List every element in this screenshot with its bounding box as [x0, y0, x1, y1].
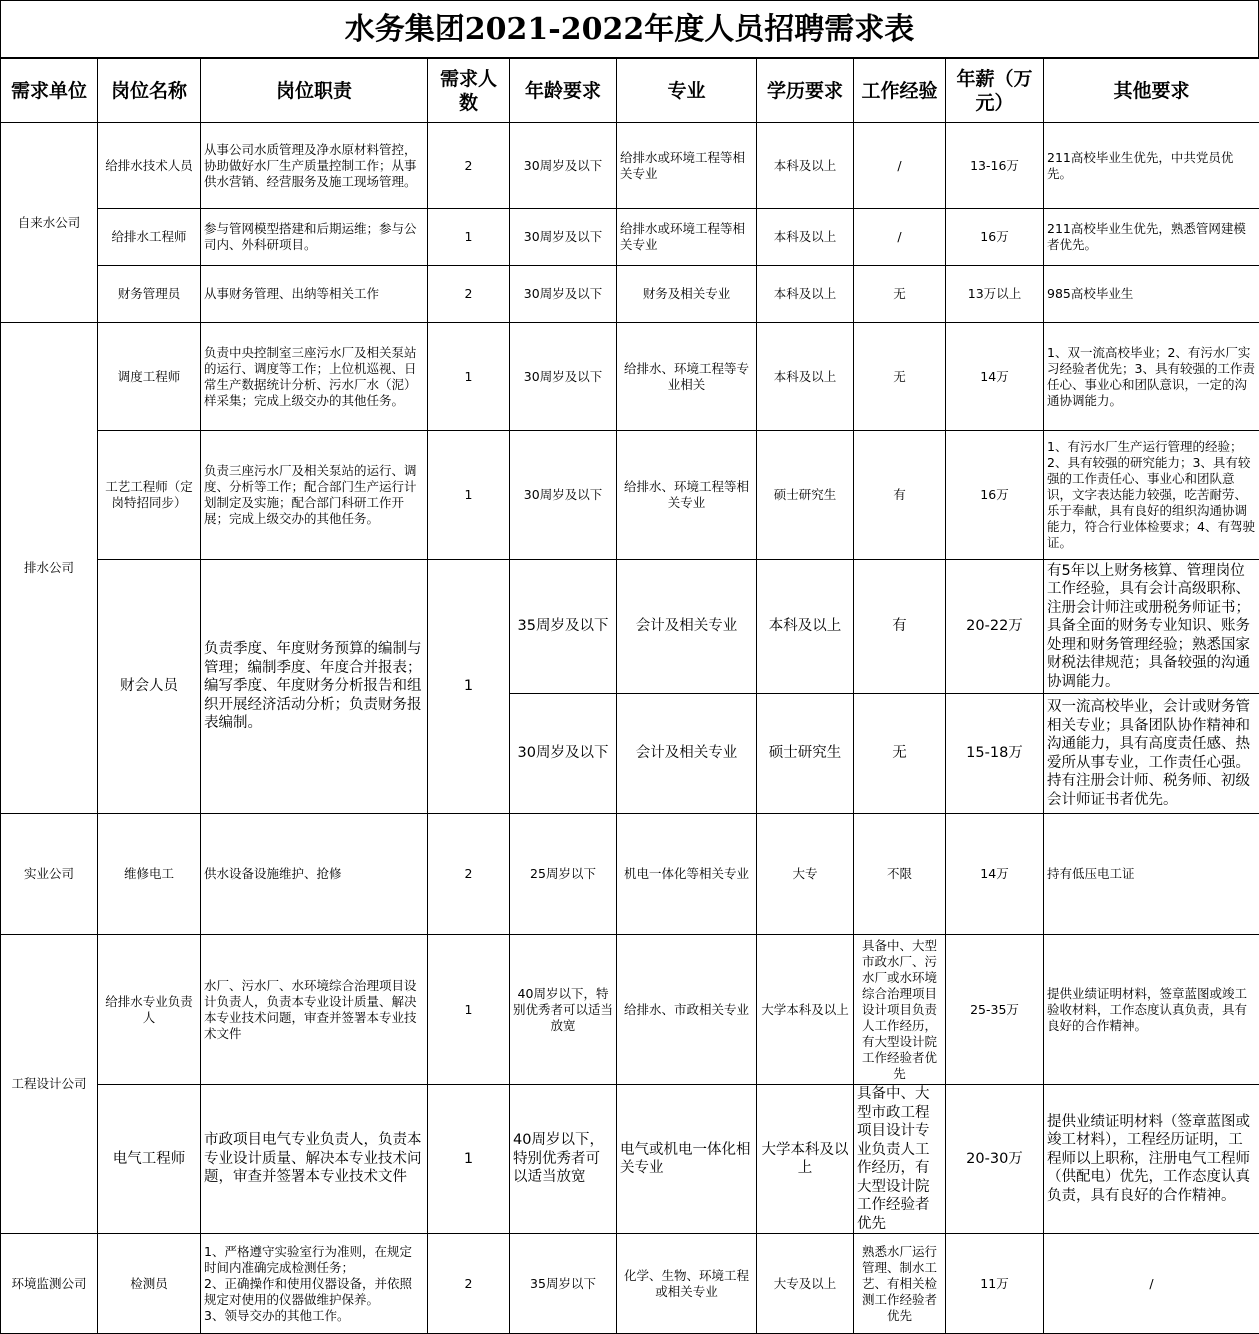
salary-cell: 15-18万 [946, 694, 1044, 814]
age-cell: 25周岁以下 [510, 814, 617, 935]
duty-cell: 1、严格遵守实验室行为准则，在规定时间内准确完成检测任务； 2、正确操作和使用仪器设备，并依照规定对使用的仪器做维护保养。 3、领导交办的其他工作。 [201, 1234, 428, 1334]
position-name: 检测员 [98, 1234, 201, 1334]
count-cell: 1 [428, 935, 510, 1085]
position-name: 给排水技术人员 [98, 123, 201, 209]
unit-cell: 排水公司 [1, 323, 98, 814]
other-cell: 有5年以上财务核算、管理岗位工作经验，具有会计高级职称、注册会计师注或册税务师证书；具备全面的财务专业知识、账务处理和财务管理经验；熟悉国家财税法律规范；具备较强的沟通协调能力。 [1044, 560, 1259, 694]
table-row [1, 323, 1259, 431]
unit-cell: 自来水公司 [1, 123, 98, 323]
salary-cell: 14万 [946, 323, 1044, 431]
age-cell: 40周岁以下，特别优秀者可以适当放宽 [510, 935, 617, 1085]
major-cell: 给排水或环境工程等相关专业 [617, 123, 757, 209]
duty-cell: 负责季度、年度财务预算的编制与管理；编制季度、年度合并报表；编写季度、年度财务分析报告和组织开展经济活动分析；负责财务报表编制。 [201, 560, 428, 814]
position-name: 电气工程师 [98, 1085, 201, 1234]
unit-cell: 实业公司 [1, 814, 98, 935]
education-cell: 本科及以上 [757, 323, 854, 431]
table-row [1, 1234, 1259, 1334]
major-cell: 给排水或环境工程等相关专业 [617, 209, 757, 266]
experience-cell: 无 [854, 694, 946, 814]
page-title: 水务集团2021-2022年度人员招聘需求表 [0, 0, 1259, 58]
age-cell: 30周岁及以下 [510, 323, 617, 431]
salary-cell: 16万 [946, 209, 1044, 266]
experience-cell: 不限 [854, 814, 946, 935]
count-cell: 1 [428, 323, 510, 431]
major-cell: 会计及相关专业 [617, 694, 757, 814]
table-row [1, 560, 1259, 694]
table-row [1, 266, 1259, 323]
other-cell: 211高校毕业生优先，中共党员优先。 [1044, 123, 1259, 209]
duty-cell: 水厂、污水厂、水环境综合治理项目设计负责人，负责本专业设计质量、解决本专业技术问题，审查并签署本专业技术文件 [201, 935, 428, 1085]
position-name: 财务管理员 [98, 266, 201, 323]
header-row [1, 59, 1259, 123]
other-cell: 持有低压电工证 [1044, 814, 1259, 935]
experience-cell: 具备中、大型市政工程项目设计专业负责人工作经历，有大型设计院工作经验者优先 [854, 1085, 946, 1234]
duty-cell: 市政项目电气专业负责人，负责本专业设计质量、解决本专业技术问题，审查并签署本专业技术文件 [201, 1085, 428, 1234]
position-name: 工艺工程师（定岗特招同步） [98, 431, 201, 560]
salary-cell: 20-30万 [946, 1085, 1044, 1234]
other-cell: 提供业绩证明材料，签章蓝图或竣工验收材料，工作态度认真负责，具有良好的合作精神。 [1044, 935, 1259, 1085]
age-cell: 35周岁及以下 [510, 560, 617, 694]
major-cell: 给排水、环境工程等专业相关 [617, 323, 757, 431]
education-cell: 硕士研究生 [757, 694, 854, 814]
table-row [1, 1085, 1259, 1234]
age-cell: 30周岁及以下 [510, 431, 617, 560]
age-cell: 35周岁以下 [510, 1234, 617, 1334]
duty-cell: 参与管网模型搭建和后期运维；参与公司内、外科研项目。 [201, 209, 428, 266]
age-cell: 40周岁以下，特别优秀者可以适当放宽 [510, 1085, 617, 1234]
position-name: 维修电工 [98, 814, 201, 935]
duty-cell: 负责中央控制室三座污水厂及相关泵站的运行、调度等工作；上位机巡视、日常生产数据统计分析、污水厂水（泥）样采集；完成上级交办的其他任务。 [201, 323, 428, 431]
table-row [1, 431, 1259, 560]
header-experience: 工作经验 [854, 59, 946, 123]
header-duty: 岗位职责 [201, 59, 428, 123]
header-age: 年龄要求 [510, 59, 617, 123]
table-row [1, 123, 1259, 209]
count-cell: 1 [428, 431, 510, 560]
education-cell: 大学本科及以上 [757, 1085, 854, 1234]
education-cell: 大学本科及以上 [757, 935, 854, 1085]
education-cell: 本科及以上 [757, 266, 854, 323]
position-name: 财会人员 [98, 560, 201, 814]
table-row [1, 935, 1259, 1085]
count-cell: 1 [428, 560, 510, 814]
major-cell: 给排水、环境工程等相关专业 [617, 431, 757, 560]
duty-cell: 从事财务管理、出纳等相关工作 [201, 266, 428, 323]
duty-cell: 供水设备设施维护、抢修 [201, 814, 428, 935]
other-cell: 提供业绩证明材料（签章蓝图或竣工材料），工程经历证明，工程师以上职称，注册电气工程师（供配电）优先，工作态度认真负责，具有良好的合作精神。 [1044, 1085, 1259, 1234]
major-cell: 电气或机电一体化相关专业 [617, 1085, 757, 1234]
table-row [1, 814, 1259, 935]
experience-cell: 有 [854, 431, 946, 560]
count-cell: 1 [428, 209, 510, 266]
header-count: 需求人数 [428, 59, 510, 123]
header-other: 其他要求 [1044, 59, 1259, 123]
education-cell: 本科及以上 [757, 123, 854, 209]
major-cell: 机电一体化等相关专业 [617, 814, 757, 935]
education-cell: 硕士研究生 [757, 431, 854, 560]
major-cell: 财务及相关专业 [617, 266, 757, 323]
count-cell: 2 [428, 1234, 510, 1334]
experience-cell: / [854, 209, 946, 266]
count-cell: 2 [428, 814, 510, 935]
salary-cell: 11万 [946, 1234, 1044, 1334]
other-cell: 211高校毕业生优先，熟悉管网建模者优先。 [1044, 209, 1259, 266]
position-name: 给排水专业负责人 [98, 935, 201, 1085]
count-cell: 2 [428, 266, 510, 323]
unit-cell: 工程设计公司 [1, 935, 98, 1234]
other-cell: 1、有污水厂生产运行管理的经验；2、具有较强的研究能力；3、具有较强的工作责任心、事业心和团队意识，文字表达能力较强，吃苦耐劳、乐于奉献，具有良好的组织沟通协调能力，符合行业体检要求；4、有驾驶证。 [1044, 431, 1259, 560]
age-cell: 30周岁及以下 [510, 123, 617, 209]
experience-cell: / [854, 123, 946, 209]
major-cell: 给排水、市政相关专业 [617, 935, 757, 1085]
salary-cell: 13万以上 [946, 266, 1044, 323]
education-cell: 大专 [757, 814, 854, 935]
other-cell: 1、双一流高校毕业；2、有污水厂实习经验者优先；3、具有较强的工作责任心、事业心和团队意识，一定的沟通协调能力。 [1044, 323, 1259, 431]
other-cell: 双一流高校毕业，会计或财务管相关专业；具备团队协作精神和沟通能力，具有高度责任感、热爱所从事专业，工作责任心强。持有注册会计师、税务师、初级会计师证书者优先。 [1044, 694, 1259, 814]
experience-cell: 无 [854, 323, 946, 431]
count-cell: 1 [428, 1085, 510, 1234]
unit-cell: 环境监测公司 [1, 1234, 98, 1334]
age-cell: 30周岁及以下 [510, 694, 617, 814]
other-cell: 985高校毕业生 [1044, 266, 1259, 323]
age-cell: 30周岁及以下 [510, 266, 617, 323]
experience-cell: 熟悉水厂运行管理、制水工艺、有相关检测工作经验者优先 [854, 1234, 946, 1334]
experience-cell: 无 [854, 266, 946, 323]
experience-cell: 有 [854, 560, 946, 694]
duty-cell: 负责三座污水厂及相关泵站的运行、调度、分析等工作；配合部门生产运行计划制定及实施；配合部门科研工作开展；完成上级交办的其他任务。 [201, 431, 428, 560]
age-cell: 30周岁及以下 [510, 209, 617, 266]
salary-cell: 16万 [946, 431, 1044, 560]
header-unit: 需求单位 [1, 59, 98, 123]
duty-cell: 从事公司水质管理及净水原材料管控，协助做好水厂生产质量控制工作；从事供水营销、经营服务及施工现场管理。 [201, 123, 428, 209]
table-row [1, 209, 1259, 266]
position-name: 给排水工程师 [98, 209, 201, 266]
recruitment-table [0, 58, 1259, 1334]
header-major: 专业 [617, 59, 757, 123]
major-cell: 会计及相关专业 [617, 560, 757, 694]
salary-cell: 20-22万 [946, 560, 1044, 694]
header-salary: 年薪（万元） [946, 59, 1044, 123]
count-cell: 2 [428, 123, 510, 209]
salary-cell: 25-35万 [946, 935, 1044, 1085]
header-position: 岗位名称 [98, 59, 201, 123]
salary-cell: 14万 [946, 814, 1044, 935]
other-cell: / [1044, 1234, 1259, 1334]
header-education: 学历要求 [757, 59, 854, 123]
education-cell: 大专及以上 [757, 1234, 854, 1334]
salary-cell: 13-16万 [946, 123, 1044, 209]
education-cell: 本科及以上 [757, 209, 854, 266]
experience-cell: 具备中、大型市政水厂、污水厂或水环境综合治理项目设计项目负责人工作经历，有大型设计院工作经验者优先 [854, 935, 946, 1085]
education-cell: 本科及以上 [757, 560, 854, 694]
major-cell: 化学、生物、环境工程或相关专业 [617, 1234, 757, 1334]
position-name: 调度工程师 [98, 323, 201, 431]
